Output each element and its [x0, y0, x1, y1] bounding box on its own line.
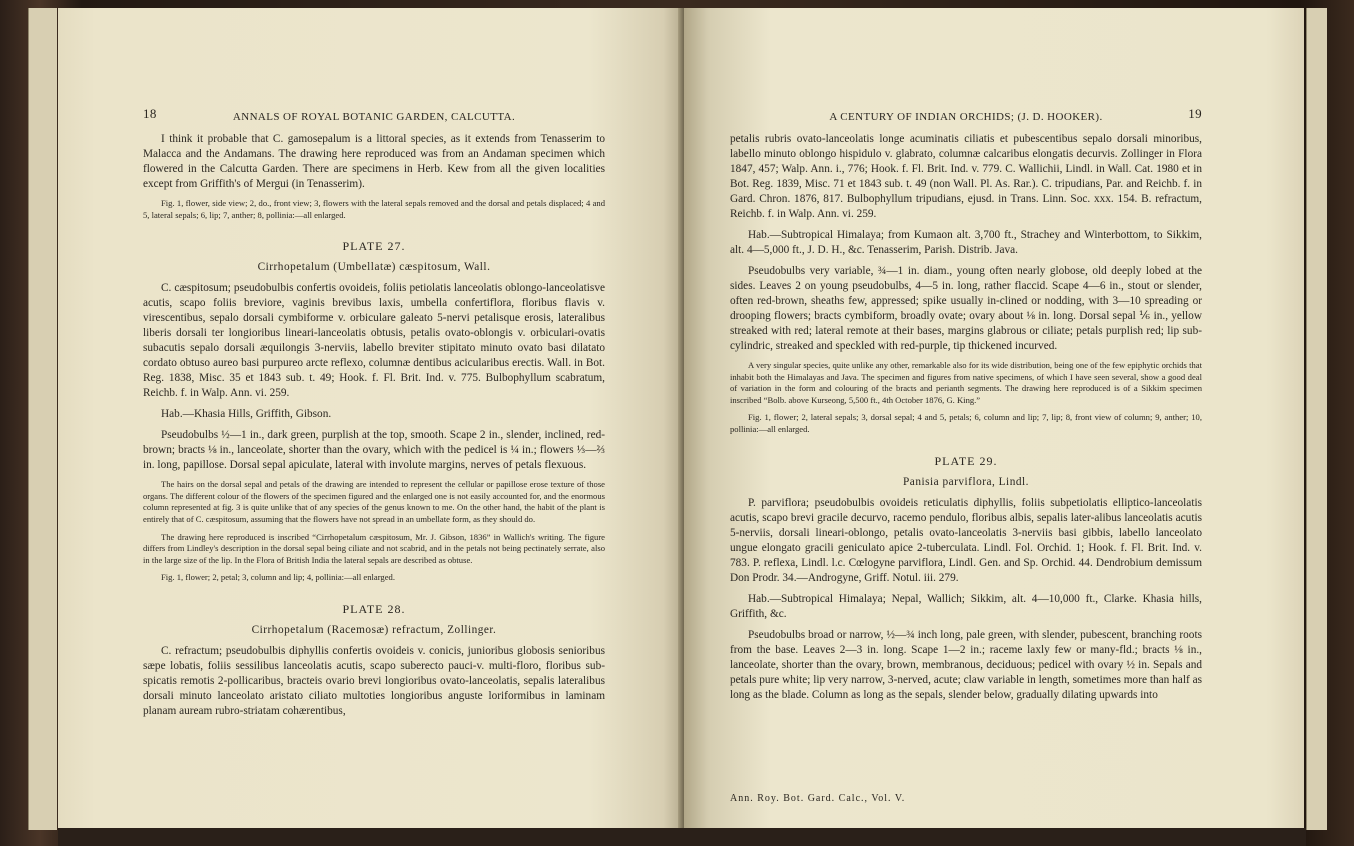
intro-paragraph: I think it probable that C. gamosepalum is a littoral species, as it extends from Tenasserim to Malacca and the Andamans. The drawing here reproduced was from an Andaman specimen which flowered in the Calcutta Garden. There are specimens in Herb. Kew from all the given localities except from Griffith's of Mergui (in Tenasserim).	[143, 133, 605, 190]
plate-27-habitat: Hab.—Khasia Hills, Griffith, Gibson.	[161, 408, 332, 421]
bottom-edge	[58, 828, 1306, 846]
left-page-text	[143, 108, 605, 725]
plate-27-heading: PLATE 27.	[342, 239, 406, 254]
plate-29-latin-description: P. parviflora; pseudobulbis ovoideis reticulatis diphyllis, foliis subpetiolatis elliptico-lanceolatis acutis, scapo brevi gracile decurvo, racemo pendulo, floribus albis, sepalis later-alibus lanceolatis acutis 5-nerviis, dorsali lineari-oblongo, petalis ovato-lanceolatis 3-nerviis basi gibbis, labello lanceolato ungue elongato gracili geniculato apice 2-tuberculata. Lindl. Fol. Orchid. 1; Hook. f. Fl. Brit. Ind. v. 783. P. reflexa, Lindl. l.c. Cœlogyne parviflora, Lindl. Gen. and Sp. Orchid. 44. Dendrobium demissum Don Prodr. 34.—Androgyne, Griff. Notul. iii. 279.	[730, 496, 1202, 584]
plate-28-description: Pseudobulbs very variable, ¾—1 in. diam., young often nearly globose, old deeply lobed at the sides. Leaves 2 on young pseudobulbs, 4—5 in. long, rather flaccid. Scape 4—6 in., stout or slender, often red-brown, sheaths few, appressed; spike usually in-clined or nodding, with 3—10 spreading or drooping flowers; bracts cymbiform, broadly ovate; ovary about ⅛ in. long. Dorsal sepal ⅙ in., yellow streaked with red; lateral remote at their bases, margins glabrous or ciliate; petals purplish red; lip sub-cylindric, streaked and speckled with red-purple, tip thickened incurved.	[730, 265, 1202, 352]
plate-28-species: Cirrhopetalum (Racemosæ) refractum, Zollinger.	[251, 623, 497, 636]
plate-28-habitat: Hab.—Subtropical Himalaya; from Kumaon alt. 3,700 ft., Strachey and Winterbottom, to Sikkim, alt. 4—5,000 ft., J. D. H., &c. Tenasserim, Parish. Distrib. Java.	[730, 229, 1202, 256]
plate-29-species: Panisia parviflora, Lindl.	[903, 475, 1029, 488]
plate-28-figure-caption: Fig. 1, flower; 2, lateral sepals; 3, dorsal sepal; 4 and 5, petals; 6, column and lip; 7, lip; 8, front view of column; 9, anther; 10, pollinia:—all enlarged.	[730, 412, 1202, 434]
right-running-title: A CENTURY OF INDIAN ORCHIDS; (J. D. HOOKER).	[829, 111, 1103, 123]
right-page-number: 19	[1188, 106, 1202, 121]
plate-29-heading: PLATE 29.	[934, 453, 998, 468]
right-running-head	[730, 106, 1202, 128]
right-page	[684, 8, 1304, 830]
plate-27-latin-description: C. cæspitosum; pseudobulbis confertis ovoideis, foliis petiolatis lanceolatis oblongo-lanceolatisve acutis, scapo foliis breviore, vaginis brevibus laxis, umbella confertiflora, floribus flavis v. virescentibus, sepalo dorsali cymbiforme v. orbiculare galeato 5-nervi petalisque erosis, lateralibus liberis dorsali ter longioribus lineari-lanceolatis obtusis, petalis ovato-oblongis v. orbiculari-ovatis subacutis sepalo dorsali æquilongis 3-nerviis, labello breviter stipitato minuto ovato basi dilatato cordato obtuso aureo basi purpureo arcte reflexo, columnæ dentibus acicularibus erectis. Wall. in Bot. Reg. 1838, Misc. 35 et 1843 sub. t. 49; Hook. f. Fl. Brit. Ind. v. 775. Bulbophyllum scabratum, Reichb. f. in Walp. Ann. vi. 259.	[143, 282, 605, 400]
signature-footer: Ann. Roy. Bot. Gard. Calc., Vol. V.	[730, 793, 906, 804]
plate-28-heading: PLATE 28.	[342, 601, 406, 616]
page-edges-left	[28, 8, 57, 830]
left-page	[58, 8, 682, 830]
page-edges-right	[1306, 8, 1327, 830]
left-running-title: ANNALS OF ROYAL BOTANIC GARDEN, CALCUTTA.	[232, 111, 516, 123]
plate-28-latin-description: C. refractum; pseudobulbis diphyllis confertis ovoideis v. conicis, junioribus globosis senioribus sæpe lobatis, foliis sessilibus lanceolatis acutis, scapo suberecto pauci-v. multi-floro, floribus sub-spicatis remotis 2-pollicaribus, bracteis ovario brevi longioribus ovato-lanceolatis, sepalis lateralibus dorsali minuto lanceolato aristato ciliato multoties longioribus anguste loriformibus in laminam planam auream rubro-striatam cohærentibus,	[143, 644, 605, 717]
intro-figure-caption: Fig. 1, flower, side view; 2, do., front view; 3, flowers with the lateral sepals removed and the dorsal and petals displaced; 4 and 5, lateral sepals; 6, lip; 7, anther; 8, pollinia:—all enlarged.	[143, 198, 605, 220]
left-running-head	[143, 106, 605, 128]
right-page-text	[730, 108, 1202, 709]
plate-27-note-1: The hairs on the dorsal sepal and petals of the drawing are intended to represent the cellular or papillose erose texture of those organs. The different colour of the flowers of the specimen figured and the enlarged one is not easily accounted for, and the enormous column represented at fig. 3 is quite unlike that of any species of the genus known to me. On the other hand, the habit of the plant is entirely that of C. cæspitosum, assuming that the flowers have not spread in an umbellate form, as they should do.	[143, 479, 605, 524]
plate-27-species: Cirrhopetalum (Umbellatæ) cæspitosum, Wall.	[257, 261, 491, 274]
plate-27-note-2: The drawing here reproduced is inscribed “Cirrhopetalum cæspitosum, Mr. J. Gibson, 1836” in Wallich's writing. The figure differs from Lindley's description in the dorsal sepal being ciliate and not scabrid, and in the petals not being pectinately serrate, also in the large size of the lip. In the Flora of British India the lateral sepals are described as obtuse.	[143, 531, 605, 565]
plate-28-note: A very singular species, quite unlike any other, remarkable also for its wide distribution, being one of the few epiphytic orchids that inhabit both the Himalayas and Java. The specimen and figures from native specimens, of which I have seen several, show a good deal of variation in the form and colouring of the bracts and perianth segments. The drawing here reproduced is of a Sikkim specimen inscribed “Bolb. above Kurseong, 5,500 ft., 4th October 1876, G. King.”	[730, 360, 1202, 405]
plate-27-description: Pseudobulbs ½—1 in., dark green, purplish at the top, smooth. Scape 2 in., slender, inclined, red-brown; bracts ⅛ in., lanceolate, shorter than the ovary, which with the pedicel is ¼ in.; flowers ⅓—⅔ in. long, papillose. Dorsal sepal apiculate, lateral with involute margins, nerves of petals flexuous.	[143, 429, 605, 472]
plate-29-habitat: Hab.—Subtropical Himalaya; Nepal, Wallich; Sikkim, alt. 4—10,000 ft., Clarke. Khasia hills, Griffith, &c.	[730, 592, 1202, 620]
left-page-number: 18	[143, 106, 157, 121]
plate-27-figure-caption: Fig. 1, flower; 2, petal; 3, column and lip; 4, pollinia:—all enlarged.	[161, 572, 395, 583]
plate-28-latin-continued: petalis rubris ovato-lanceolatis longe acuminatis ciliatis et pubescentibus sepalo dorsali minoribus, labello minuto oblongo hispidulo v. glabrato, columnæ calcaribus elongatis decurvis. Zollinger in Flora 1847, 457; Walp. Ann. i., 776; Hook. f. Fl. Brit. Ind. v. 779. C. Wallichii, Lindl. in Wall. Cat. 1980 et in Bot. Reg. 1839, Misc. 71 et 1843 sub. t. 49 (non Wall. Pl. As. Rar.). C. tripudians, Par. and Reichb. f. in Gard. Chron. 1876, 817. Bulbophyllum tripudians, ejusd. in Trans. Linn. Soc. xxx. 154. B. refractum, Reichb. f. in Walp. Ann. vi. 259.	[730, 133, 1202, 220]
plate-29-description: Pseudobulbs broad or narrow, ½—¾ inch long, pale green, with slender, pubescent, branching roots from the base. Leaves 2—3 in. long. Scape 1—2 in.; raceme laxly few or many-fld.; bracts ⅛ in., lanceolate, shorter than the ovary, brown, membranous, deciduous; pedicel with ovary ½ in. Sepals and petals pure white; lip very narrow, 3-nerved, acute; claw variable in length, sometimes more than half as long as the blade. Column as long as the sepals, slender below, gradually dilating upwards into	[730, 628, 1202, 701]
